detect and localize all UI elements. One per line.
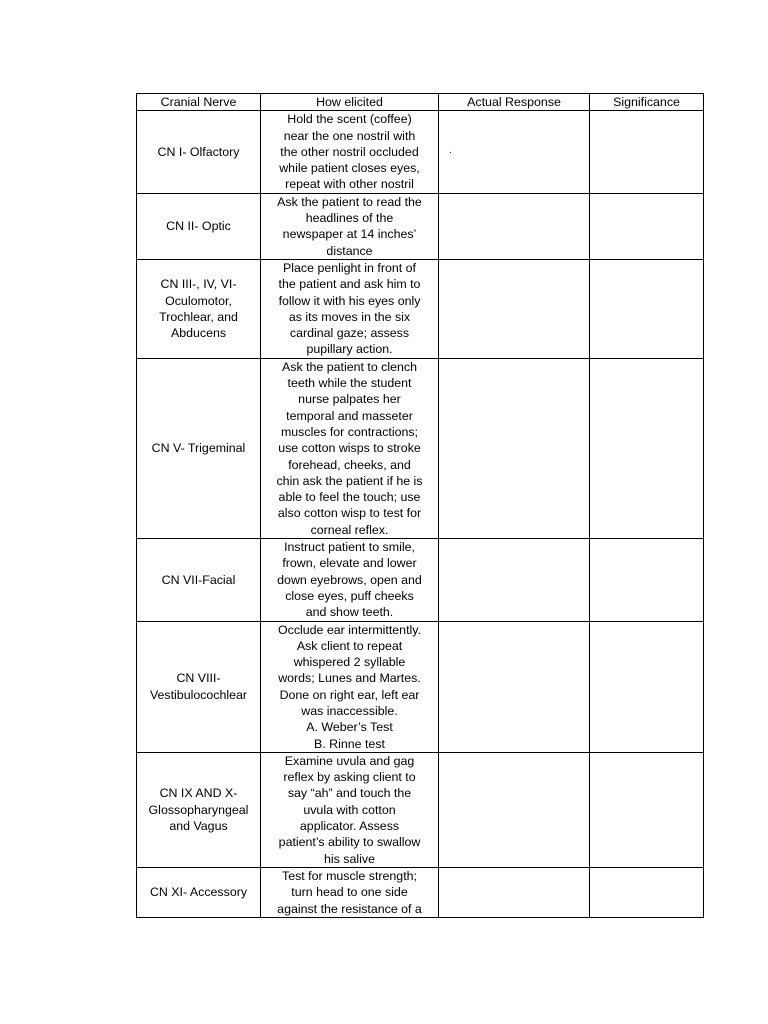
- table-header-row: [137, 94, 704, 111]
- significance-cell: [590, 621, 704, 752]
- actual-response-cell: [439, 621, 590, 752]
- table-row: [137, 193, 704, 259]
- how-elicited-cell: Instruct patient to smile, frown, elevate and lower down eyebrows, open and close eyes, puff cheeks and show teeth.: [261, 539, 439, 621]
- header-significance: Significance: [590, 94, 704, 111]
- cranial-nerve-cell: CN V- Trigeminal: [137, 358, 261, 538]
- table-row: [137, 621, 704, 752]
- cranial-nerve-cell: CN VIII- Vestibulocochlear: [137, 621, 261, 752]
- cranial-nerve-cell: CN III-, IV, VI- Oculomotor, Trochlear, and Abducens: [137, 259, 261, 358]
- cranial-nerve-cell: CN VII-Facial: [137, 539, 261, 621]
- how-elicited-cell: Place penlight in front of the patient and ask him to follow it with his eyes only as its moves in the six cardinal gaze; assess pupillary action.: [261, 259, 439, 358]
- table-row: [137, 752, 704, 867]
- table-row: [137, 539, 704, 621]
- significance-cell: [590, 358, 704, 538]
- actual-response-cell: [439, 867, 590, 917]
- table-row: [137, 111, 704, 193]
- table-row: [137, 358, 704, 538]
- cranial-nerve-cell: CN XI- Accessory: [137, 867, 261, 917]
- cranial-nerve-table: [136, 93, 704, 918]
- how-elicited-cell: Ask the patient to read the headlines of the newspaper at 14 inches’ distance: [261, 193, 439, 259]
- cranial-nerve-cell: CN I- Olfactory: [137, 111, 261, 193]
- how-elicited-cell: Examine uvula and gag reflex by asking client to say “ah” and touch the uvula with cotton applicator. Assess patient’s ability to swallow his salive: [261, 752, 439, 867]
- header-how-elicited: How elicited: [261, 94, 439, 111]
- actual-response-cell: [439, 111, 590, 193]
- actual-response-cell: [439, 259, 590, 358]
- actual-response-cell: [439, 358, 590, 538]
- how-elicited-cell: Ask the patient to clench teeth while the student nurse palpates her temporal and masseter muscles for contractions; use cotton wisps to stroke forehead, cheeks, and chin ask the patient if he is able to feel the touch; use also cotton wisp to test for corneal reflex.: [261, 358, 439, 538]
- header-actual-response: Actual Response: [439, 94, 590, 111]
- how-elicited-cell: Test for muscle strength; turn head to one side against the resistance of a: [261, 867, 439, 917]
- how-elicited-cell: Hold the scent (coffee) near the one nostril with the other nostril occluded while patient closes eyes, repeat with other nostril: [261, 111, 439, 193]
- significance-cell: [590, 111, 704, 193]
- table-row: [137, 259, 704, 358]
- actual-response-cell: [439, 752, 590, 867]
- actual-response-cell: [439, 539, 590, 621]
- significance-cell: [590, 193, 704, 259]
- how-elicited-cell: Occlude ear intermittently. Ask client to repeat whispered 2 syllable words; Lunes and Martes. Done on right ear, left ear was inaccessible. A. Weber’s Test B. Rinne test: [261, 621, 439, 752]
- significance-cell: [590, 539, 704, 621]
- stray-dot-mark: .: [449, 145, 452, 157]
- cranial-nerve-cell: CN IX AND X- Glossopharyngeal and Vagus: [137, 752, 261, 867]
- actual-response-cell: [439, 193, 590, 259]
- cranial-nerve-cell: CN II- Optic: [137, 193, 261, 259]
- header-cranial-nerve: Cranial Nerve: [137, 94, 261, 111]
- table-row: [137, 867, 704, 917]
- significance-cell: [590, 752, 704, 867]
- significance-cell: [590, 867, 704, 917]
- significance-cell: [590, 259, 704, 358]
